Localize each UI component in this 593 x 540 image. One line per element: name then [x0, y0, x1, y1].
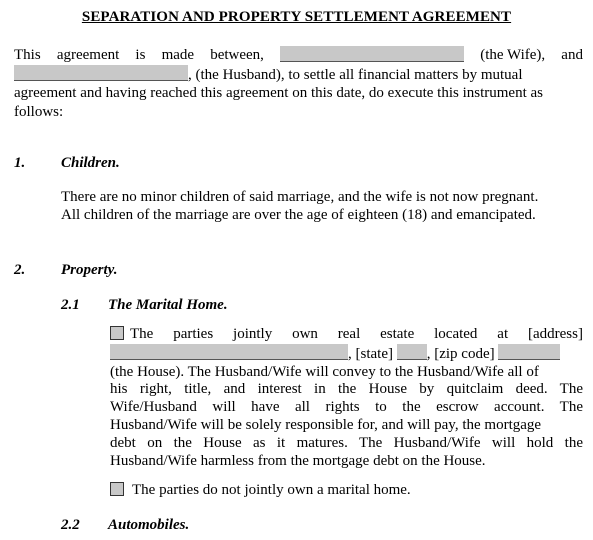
option-2-text: The parties do not jointly own a marital home. [132, 482, 411, 498]
option-1-word: The [130, 326, 154, 342]
section-1-line: All children of the marriage are over the age of eighteen (18) and emancipated. [61, 207, 536, 223]
option-1-line-8: Husband/Wife harmless from the mortgage debt on the House. [110, 452, 486, 469]
wife-name-field[interactable] [280, 46, 464, 62]
husband-name-field[interactable] [14, 65, 188, 81]
option-1-line-4: his right, title, and interest in the House by quitclaim deed. The [110, 381, 583, 398]
intro-word: is [135, 47, 146, 63]
section-1-title: Children. [61, 155, 120, 171]
section-2-title: Property. [61, 262, 118, 278]
option-1-word: real [337, 326, 361, 342]
intro-word: between, [210, 47, 264, 63]
marital-home-option-1 [110, 326, 583, 470]
intro-word: and [561, 47, 583, 63]
option-1-line-2 [110, 344, 583, 364]
intro-line-3: agreement and having reached this agreement on this date, do execute this instrument as [14, 85, 543, 101]
no-marital-home-checkbox[interactable] [110, 482, 124, 496]
section-2-1-number: 2.1 [61, 297, 80, 313]
section-1-text [61, 187, 538, 225]
intro-word: (the Wife), [480, 47, 546, 63]
option-1-word: at [497, 326, 509, 342]
intro-word: made [161, 47, 195, 63]
option-1-line-3: (the House). The Husband/Wife will convey to the Husband/Wife all of [110, 363, 539, 380]
option-1-word: jointly [233, 326, 273, 342]
intro-line-2 [14, 65, 583, 85]
intro-paragraph [14, 46, 583, 121]
state-label: , [state] [348, 345, 393, 362]
option-1-line-5: Wife/Husband will have all rights to the escrow account. The [110, 399, 583, 416]
option-1-line-6: Husband/Wife will be solely responsible for, and will pay, the mortgage [110, 416, 542, 433]
state-field[interactable] [397, 344, 427, 360]
jointly-own-checkbox[interactable] [110, 326, 124, 340]
option-1-start [110, 326, 153, 344]
section-1-line: There are no minor children of said marriage, and the wife is not now pregnant. [61, 189, 539, 205]
section-2-1-title: The Marital Home. [108, 297, 228, 313]
zip-label: , [zip code] [426, 345, 495, 362]
intro-text: , (the Husband), to settle all financial matters by mutual [188, 66, 523, 83]
option-1-word: [address] [527, 326, 583, 342]
section-1-number: 1. [14, 155, 26, 171]
intro-line-4: follows: [14, 103, 64, 120]
option-1-word: parties [173, 326, 214, 342]
address-field[interactable] [110, 344, 348, 360]
option-1-line-7: debt on the House as it matures. The Husband/Wife will hold the [110, 434, 583, 451]
marital-home-option-2 [110, 482, 411, 499]
intro-word: This [14, 47, 41, 63]
option-1-line-1 [110, 326, 583, 344]
section-2-2-number: 2.2 [61, 517, 80, 533]
option-1-word: own [292, 326, 318, 342]
zip-field[interactable] [498, 344, 560, 360]
document-title: SEPARATION AND PROPERTY SETTLEMENT AGREEMENT [81, 9, 512, 25]
intro-line-1 [14, 46, 583, 65]
section-2-number: 2. [14, 262, 26, 278]
intro-word: agreement [56, 47, 120, 63]
section-2-2-title: Automobiles. [108, 517, 190, 533]
option-1-word: located [434, 326, 478, 342]
option-1-word: estate [380, 326, 415, 342]
